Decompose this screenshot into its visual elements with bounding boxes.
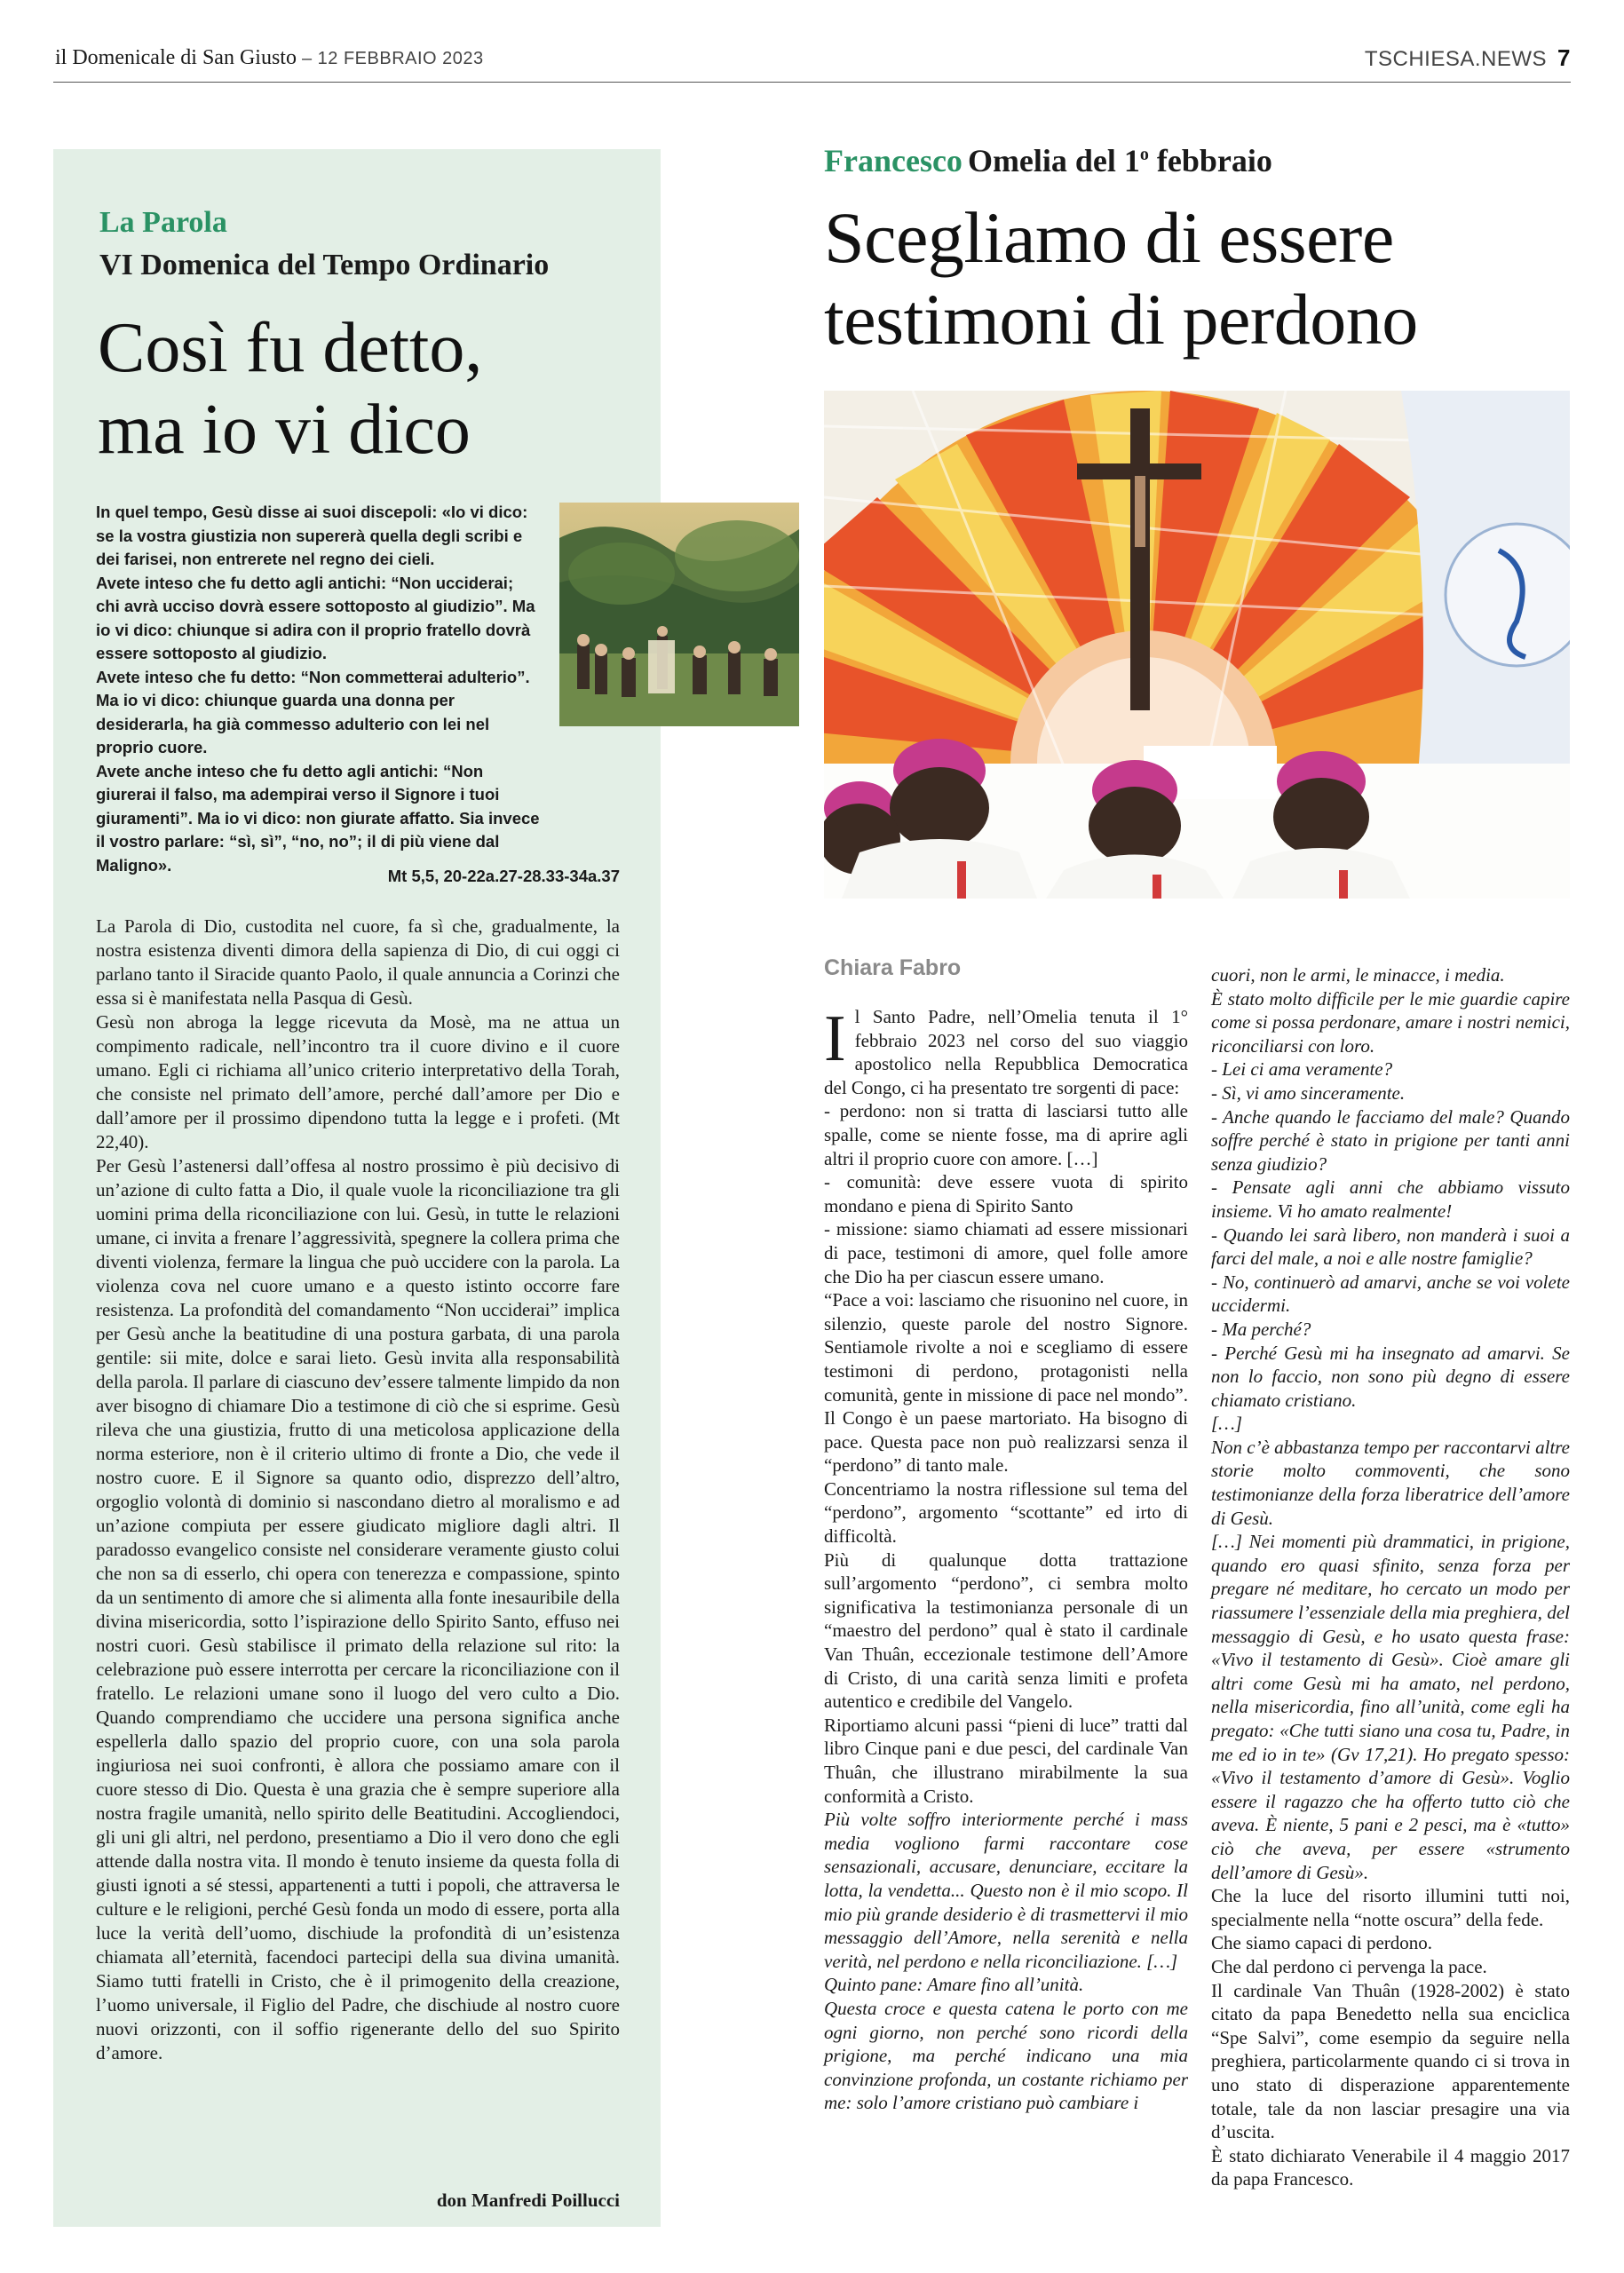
article-quote: Quinto pane: Amare fino all’unità. [824,1974,1084,1996]
gospel-paragraph: In quel tempo, Gesù disse ai suoi discepoli: «Io vi dico: se la vostra giustizia non supererà quella degli scribi e dei farisei, non entrerete nel regno dei cieli. [96,503,528,568]
article-column-1 [824,1002,1188,2115]
kicker-superscript: o [1139,145,1149,164]
body-paragraph: La Parola di Dio, custodita nel cuore, fa sì che, gradualmente, la nostra esistenza diventi dimora della sapienza di Dio, di cui oggi ci parlano tanto il Siracide quanto Paolo, il quale annuncia a Corinzi che essa si è manifestata nella Pasqua di Gesù. [96,915,620,1009]
header-divider [53,82,1571,83]
article-column-2 [1211,963,1570,2191]
article-quote: - Ma perché? [1211,1318,1311,1340]
panel-title [98,307,482,471]
article-paragraph: Il Santo Padre, nell’Omelia tenuta il 1° febbraio 2023 nel corso del suo viaggio apostolico nella Repubblica Democratica del Congo, ci ha presentato tre sorgenti di pace: [824,1002,1188,1098]
article-paragraph: Più di qualunque dotta trattazione sull’argomento “perdono”, ci sembra molto significativa la testimonianza personale di un “maestro del perdono” qual è stato il cardinale Van Thuân, eccezionale testimone dell’Amore di Cristo, di una carità senza limiti e profeta autentico e credibile del Vangelo. [824,1548,1188,1713]
article-paragraph: Che dal perdono ci pervenga la pace. [1211,1955,1487,1977]
body-paragraph: Per Gesù l’astenersi dall’offesa al nostro prossimo è più decisivo di un’azione di culto fatta a Dio, il quale vuole la riconciliazione tra gli uomini prima della riconciliazione con lui. Gesù, in tutte le relazioni umane, ci invita a frenare l’aggressività, spegnere la collera prima che diventi violenza, fermare la lingua che può uccidere con la parola. La violenza cova nel cuore umano e a questo istinto occorre fare resistenza. La profondità del comandamento “Non ucciderai” implica per Gesù anche la beatitudine di una postura garbata, di una parola gentile: sii mite, dolce e sarai lieto. Gesù invita alla responsabilità della parola. Il parlare di ciascuno dev’essere talmente limpido da non aver bisogno di chiamare Dio a testimone di ciò che si esprime. Gesù rileva che una giustizia, frutto di una meticolosa applicazione della norma esteriore, non è il criterio ultimo di fronte a Dio, che vede il nostro cuore. E il Signore sa quanto odio, disprezzo dell’altro, orgoglio volontà di dominio si nascondano dietro al moralismo e ad un’azione compiuta per essere giudicato migliore dagli altri. Il paradosso evangelico consiste nel considerare veramente giusto colui che non sa di esserlo, chi opera con tenerezza e compassione, spinto da un sentimento di amore che si alimenta alla fonte inesauribile della divina misericordia, sotto l’ispirazione dello Spirito Santo, effuso nei nostri cuori. Gesù stabilisce il primato della relazione sul rito: la celebrazione può essere interrotta per cercare la riconciliazione con il fratello. Le relazioni umane sono il luogo del vero culto a Dio. Quando comprendiamo che uccidere una persona significa anche espellerla dallo spazio del proprio cuore, con una sola parola ingiuriosa nei suoi confronti, è allora che possiamo amare con il cuore stesso di Dio. Questa è una grazia che è sempre superiore alla nostra fragile umanità, nello spirito delle Beatitudini. Accogliendoci, gli uni gli altri, nel perdono, presentiamo a Dio il vero dono che egli attende dalla nostra vita. Il mondo è tenuto insieme da questa folla di giusti ignoti a sé stessi, appartenenti a tutti i popoli, che attraversa le culture e le religioni, perché Gesù fonda un modo di essere, porta alla luce la verità dell’uomo, dischiude la profondità di un’esistenza chiamata all’eternità, facendoci partecipi della sua divina umanità. Siamo tutti fratelli in Cristo, che è il primogenito della creazione, l’uomo universale, il Figlio del Padre, che dischiude al nostro cuore nuovi orizzonti, con il soffio rigenerante dello del suo Spirito d’amore. [96,1155,620,2063]
article-quote: […] Nei momenti più drammatici, in prigione, quando ero quasi sfinito, senza forza per pregare né meditare, ho cercato un modo per riassumere l’essenziale della mia preghiera, del messaggio di Gesù, e ho usato questa frase: «Vivo il testamento di Gesù». Cioè amare gli altri come Gesù mi ha amato, nel perdono, nella misericordia, fino all’unità, come egli ha pregato: «Che tutti siano una cosa tu, Padre, in me ed io in te» (Gv 17,21). Ho pregato spesso: «Vivo il testamento d’amore di Gesù». Voglio essere il ragazzo che ha offerto tutto ciò che aveva. È niente, 5 pani e 2 pesci, ma è «tutto» ciò che aveva, per essere «strumento dell’amore di Gesù». [1211,1531,1570,1883]
article-paragraph: Il cardinale Van Thuân (1928-2002) è stato citato da papa Benedetto nella sua enciclica “Spe Salvi”, come esempio da seguire nella preghiera, particolarmente quando ci si trova in uno stato di disperazione apparentemente totale, tale da non lasciar presagire una via d’uscita. [1211,1979,1570,2143]
panel-title-line-2: ma io vi dico [98,391,471,469]
article-title [824,197,1418,360]
article-quote: […] [1211,1413,1243,1435]
kicker-month: febbraio [1148,143,1272,178]
gospel-paragraph: Avete anche inteso che fu detto agli antichi: “Non giurerai il falso, ma adempirai verso il Signore i tuoi giuramenti”. Ma io vi dico: non giurate affatto. Sia invece il vostro parlare: “sì, sì”, “no, no”; il di più viene dal Maligno». [96,761,540,875]
article-quote: - Lei ci ama veramente? [1211,1058,1393,1081]
article-quote: Questa croce e questa catena le porto con me ogni giorno, non perché sono ricordi della prigione, ma perché indicano una mia convinzione profonda, un costante richiamo per me: solo l’amore cristiano può cambiare i [824,1997,1188,2114]
article-quote: - No, continuerò ad amarvi, anche se voi volete uccidermi. [1211,1271,1570,1317]
article-kicker [824,142,1272,179]
gospel-reference: Mt 5,5, 20-22a.27-28.33-34a.37 [387,867,620,885]
article-quote: - Quando lei sarà libero, non manderà i suoi a farci del male, a noi e alle nostre famiglie? [1211,1224,1570,1270]
author-signature: don Manfredi Poillucci [436,2190,620,2211]
article-author: Chiara Fabro [824,955,962,980]
article-paragraph: Che siamo capaci di perdono. [1211,1932,1433,1954]
kicker-name: Francesco [824,143,963,178]
publication-name: il Domenicale di San Giusto [55,46,297,69]
article-paragraph: - perdono: non si tratta di lasciarsi tutto alle spalle, come se niente fosse, ma di aprire agli altri il proprio cuore con amore. […] [824,1100,1188,1169]
header-site [1365,44,1571,72]
kicker-text: Omelia del 1 [967,143,1140,178]
article-paragraph: - missione: siamo chiamati ad essere missionari di pace, testimoni di amore, quel folle amore che Dio ha per ciascun essere umano. [824,1218,1188,1287]
article-paragraph: Riportiamo alcuni passi “pieni di luce” tratti dal libro Cinque pani e due pesci, del cardinale Van Thuân, che illustrano mirabilmente la sua conformità a Cristo. [824,1714,1188,1807]
article-paragraph: Che la luce del risorto illumini tutti noi, specialmente nella “notte oscura” della fede. [1211,1885,1570,1930]
issue-date: 12 FEBBRAIO 2023 [317,49,484,68]
painting-image [559,503,799,726]
article-quote: - Perché Gesù mi ha insegnato ad amarvi. Se non lo faccio, non sono più degno di essere chiamato cristiano. [1211,1342,1570,1411]
gospel-text [96,501,540,877]
article-paragraph: “Pace a voi: lasciamo che risuonino nel cuore, in silenzio, queste parole del nostro Signore. Sentiamole rivolte a noi e scegliamo di essere testimoni di perdono, protagonisti nella comunità, gente in missione di pace nel mondo”. [824,1289,1188,1406]
article-quote: È stato molto difficile per le mie guardie capire come si possa perdonare, amare i nostri nemici, riconciliarsi con loro. [1211,987,1570,1057]
article-paragraph: Concentriamo la nostra riflessione sul tema del “perdono”, argomento “scottante” ed irto di difficoltà. [824,1477,1188,1548]
article-title-line-1: Scegliamo di essere [824,197,1394,278]
article-title-line-2: testimoni di perdono [824,279,1418,360]
drop-cap: I [824,1002,846,1075]
panel-title-line-1: Così fu detto, [98,309,483,387]
article-paragraph: È stato dichiarato Venerabile il 4 maggio 2017 da papa Francesco. [1211,2144,1570,2190]
header-publication: il Domenicale di San Giusto – 12 FEBBRAIO 2023 [55,46,484,69]
article-paragraph: Il Congo è un paese martoriato. Ha bisogno di pace. Questa pace non può realizzarsi senza il “perdono” di tanto male. [824,1407,1188,1477]
section-kicker: La Parola [99,206,227,239]
article-quote: - Anche quando le facciamo del male? Quando soffre perché è stato in prigione per tanti anni senza giudizio? [1211,1105,1570,1175]
article-quote: Non c’è abbastanza tempo per raccontarvi altre storie molto commoventi, che sono testimonianze della forza liberatrice dell’amore di Gesù. [1211,1436,1570,1529]
article-quote: Più volte soffro interiormente perché i mass media vogliono farmi raccontare cose sensazionali, accusare, denunciare, eccitare la lotta, la vendetta... Questo non è il mio scopo. Il mio più grande desiderio è di trasmettervi il mio messaggio dell’Amore, nella serenità e nella verità, nel perdono e nella riconciliazione. […] [824,1809,1188,1972]
article-quote: - Pensate agli anni che abbiamo vissuto insieme. Vi ho amato realmente! [1211,1176,1570,1222]
body-paragraph: Gesù non abroga la legge ricevuta da Mosè, ma ne attua un compimento radicale, nell’incontro tra il cuore divino e il cuore umano. Egli ci richiama all’unico criterio interpretativo della Torah, che consiste nel primato dell’amore, perché dall’amore per Dio e dall’amore per il prossimo dipendono tutta la legge e i profeti. (Mt 22,40). [96,1011,620,1152]
mass-photo [824,391,1570,899]
article-quote: cuori, non le armi, le minacce, i media. [1211,964,1505,986]
gospel-paragraph: Avete inteso che fu detto agli antichi: “Non ucciderai; chi avrà ucciso dovrà essere sottoposto al giudizio”. Ma io vi dico: chiunque si adira con il proprio fratello dovrà essere sottoposto al giudizio. [96,573,535,662]
reflection-body [96,915,620,2065]
section-subkicker: VI Domenica del Tempo Ordinario [99,249,550,281]
site-name: TSCHIESA.NEWS [1364,47,1548,71]
gospel-paragraph: Avete inteso che fu detto: “Non commetterai adulterio”. Ma io vi dico: chiunque guarda una donna per desiderarla, ha già commesso adulterio con lei nel proprio cuore. [96,667,530,756]
article-paragraph: - comunità: deve essere vuota di spirito mondano e piena di Spirito Santo [824,1171,1188,1216]
page-number: 7 [1557,44,1571,71]
article-quote: - Sì, vi amo sinceramente. [1211,1081,1406,1104]
